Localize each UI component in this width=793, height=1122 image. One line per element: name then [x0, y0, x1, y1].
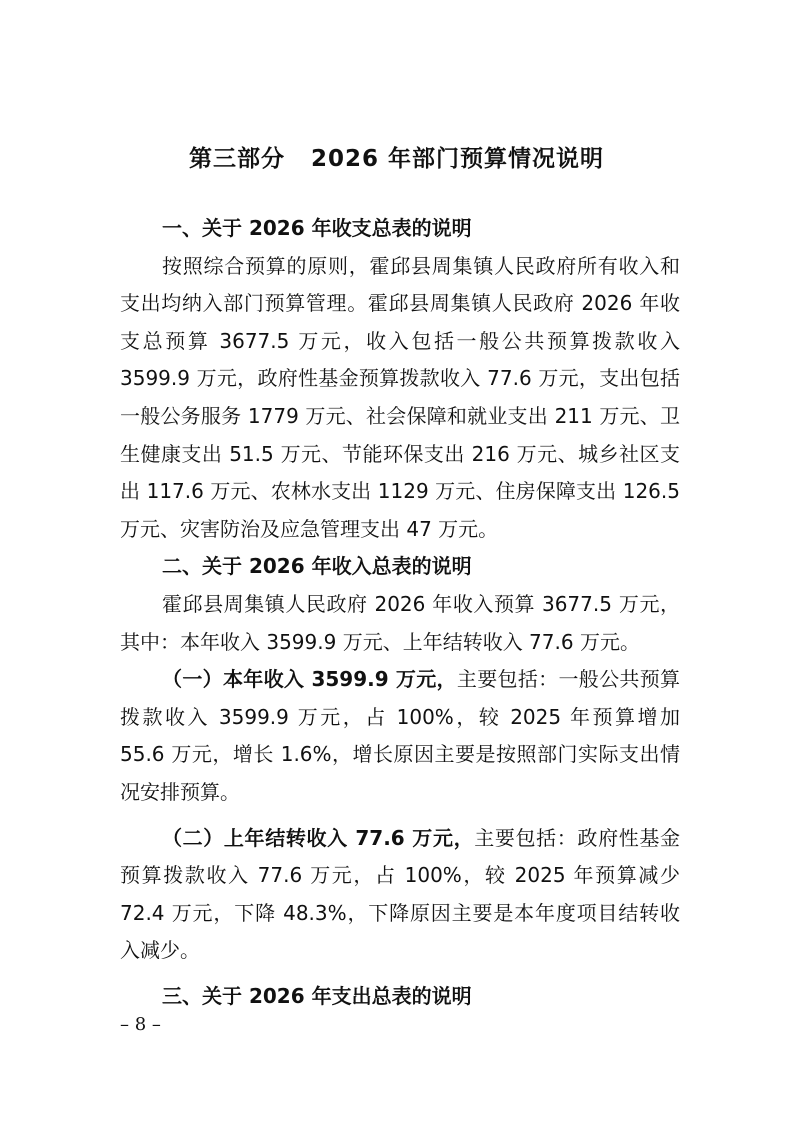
carryover-income-text: 主要包括：政府性基金预算拨款收入 77.6 万元，占 100%，较 2025 年预算减少 72.4 万元，下降 48.3%，下降原因主要是本年度项目结转收入减少。: [120, 825, 680, 963]
title-text: 2026 年部门预算情况说明: [310, 146, 605, 172]
section-heading-3: 三、关于 2026 年支出总表的说明: [162, 983, 472, 1008]
section-heading-1: 一、关于 2026 年收支总表的说明: [162, 216, 472, 240]
section-heading-2: 二、关于 2026 年收入总表的说明: [162, 554, 472, 579]
document-body: [120, 210, 680, 1015]
current-year-income-lead: （一）本年收入 3599.9 万元，: [162, 667, 457, 692]
page-number: – 8 –: [120, 1014, 161, 1035]
page-title: [0, 140, 793, 173]
section-1-paragraph: 按照综合预算的原则，霍邱县周集镇人民政府所有收入和支出均纳入部门预算管理。霍邱县周集镇人民政府 2026 年收支总预算 3677.5 万元，收入包括一般公共预算拨款收入 3599.9 万元，政府性基金预算拨款收入 77.6 万元，支出包括一般公务服务 1779 万元、社会保障和就业支出 211 万元、卫生健康支出 51.5 万元、节能环保支出 216 万元、城乡社区支出 117.6 万元、农林水支出 1129 万元、住房保障支出 126.5 万元、灾害防治及应急管理支出 47 万元。: [120, 253, 680, 541]
title-part: 第三部分: [188, 146, 285, 172]
carryover-income-lead: （二）上年结转收入 77.6 万元，: [162, 825, 475, 850]
section-2-paragraph-1: 霍邱县周集镇人民政府 2026 年收入预算 3677.5 万元，其中：本年收入 3599.9 万元、上年结转收入 77.6 万元。: [120, 591, 680, 654]
current-year-income-text: 主要包括：一般公共预算拨款收入 3599.9 万元，占 100%，较 2025 年预算增加 55.6 万元，增长 1.6%，增长原因主要是按照部门实际支出情况安排预算。: [120, 667, 681, 804]
section-2-paragraph-3: [120, 820, 680, 970]
section-2-paragraph-2: [120, 661, 680, 811]
